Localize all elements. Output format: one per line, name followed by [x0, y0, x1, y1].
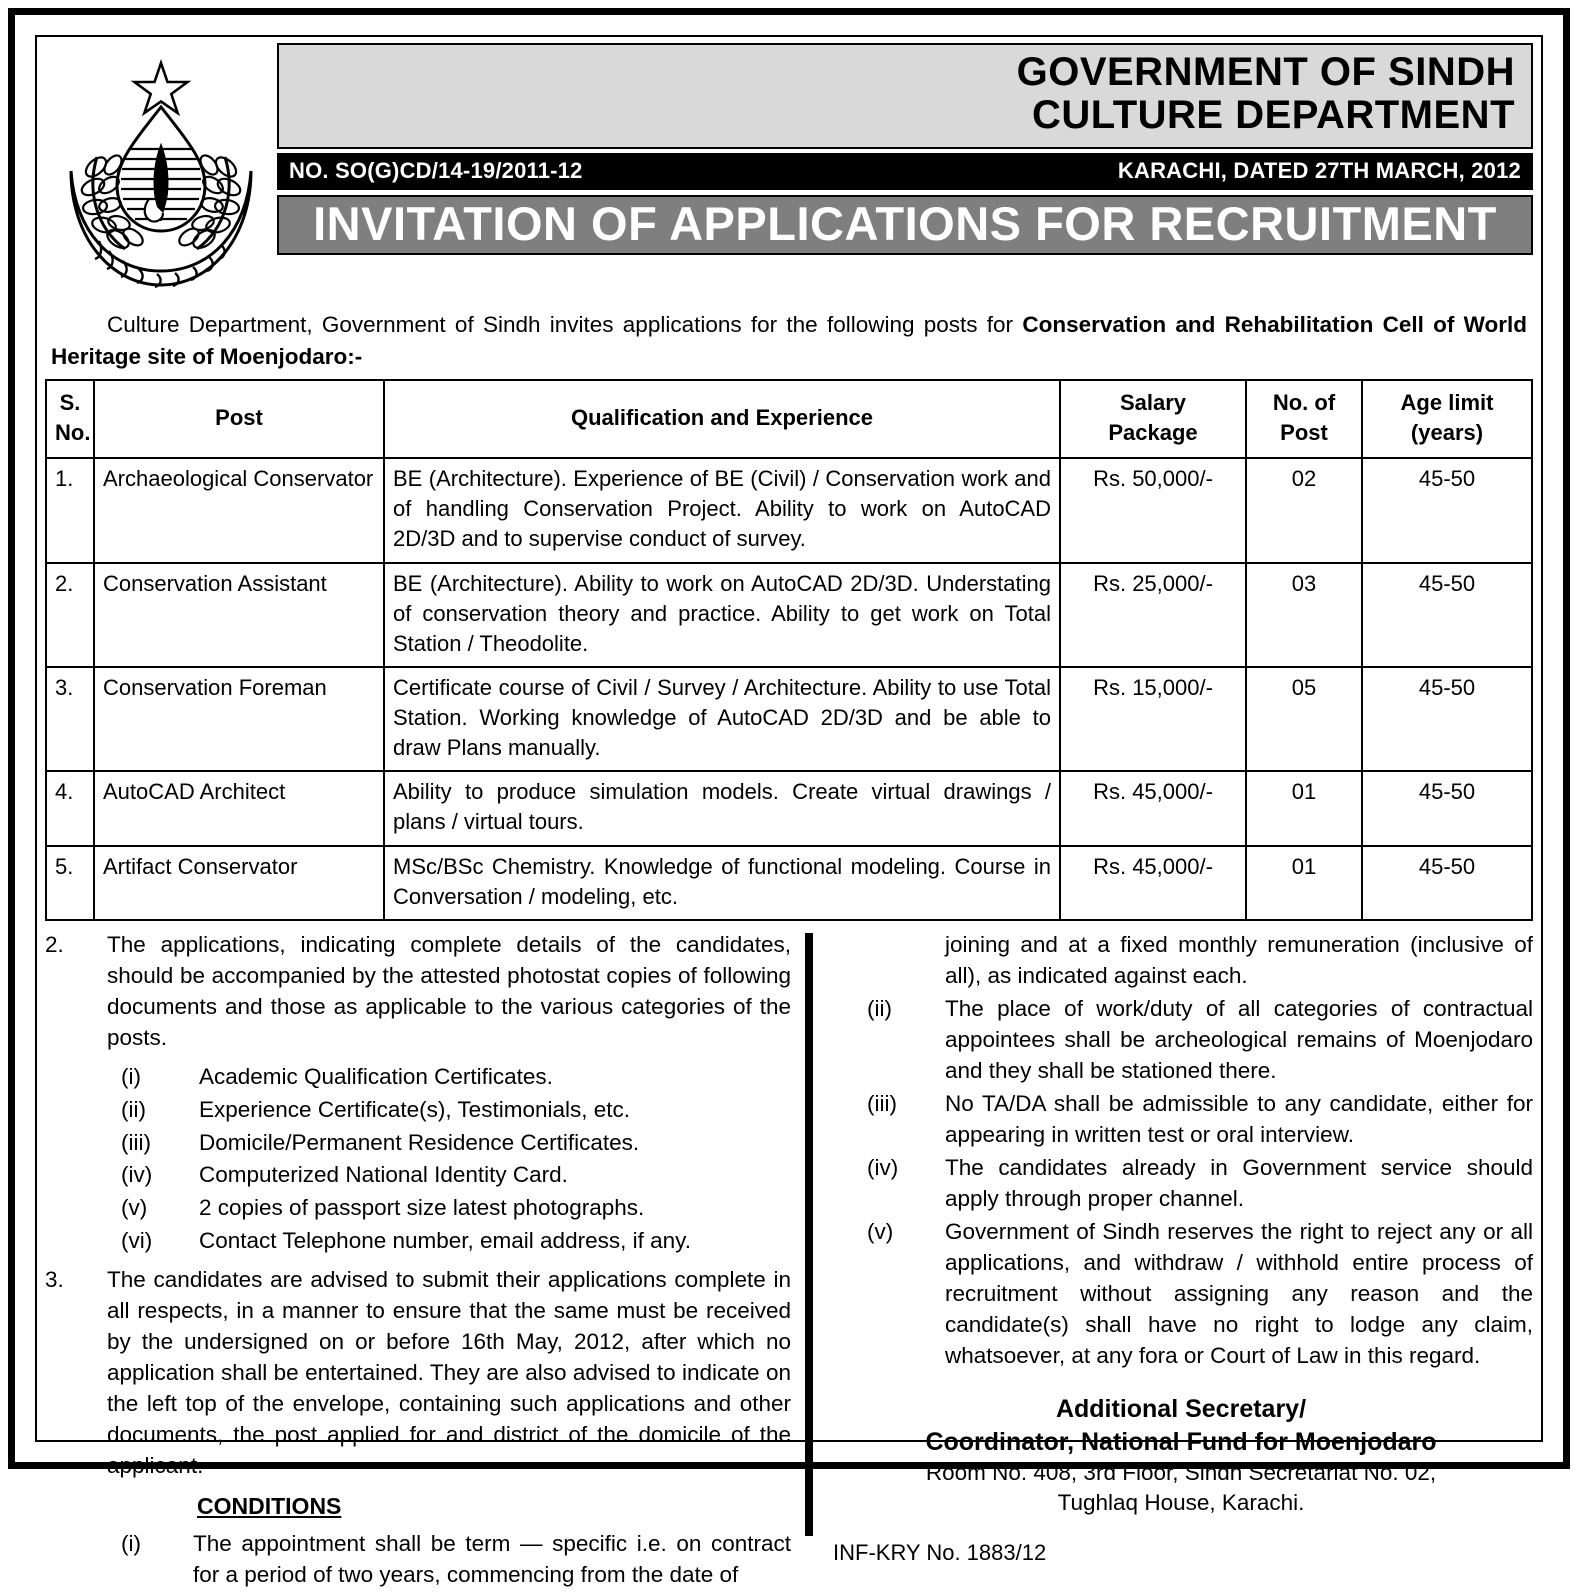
document-text: Computerized National Identity Card. — [199, 1162, 568, 1188]
table-header-row — [46, 380, 1532, 458]
condition-item-v — [829, 1216, 1533, 1371]
signature-block — [829, 1393, 1533, 1517]
cell-qualification: BE (Architecture). Experience of BE (Civil) / Conservation work and of handling Conservation Project. Ability to work on AutoCAD 2D/3D and to supervise conduct of survey. — [384, 458, 1060, 562]
list-item — [45, 1061, 791, 1094]
cell-serial: 3. — [46, 667, 94, 771]
cell-post: AutoCAD Architect — [94, 771, 384, 845]
intro-text-plain: Culture Department, Government of Sindh invites applications for the following posts for — [107, 312, 1023, 337]
table-row — [46, 563, 1532, 667]
cell-qualification: Ability to produce simulation models. Create virtual drawings / plans / virtual tours. — [384, 771, 1060, 845]
paragraph-2-marker: 2. — [45, 931, 64, 957]
inf-reference-number: INF-KRY No. 1883/12 — [833, 1539, 1047, 1565]
condition-text: No TA/DA shall be admissible to any candidate, either for appearing in written test or oral interview. — [945, 1090, 1533, 1148]
cell-salary: Rs. 45,000/- — [1060, 771, 1246, 845]
bottom-right-column — [813, 929, 1533, 1592]
header-salary-line2: Package — [1108, 420, 1198, 445]
header-serial-line1: S. — [59, 389, 81, 415]
signatory-address-line2: Tughlaq House, Karachi. — [1057, 1490, 1305, 1516]
document-numeral: (v) — [121, 1195, 148, 1221]
cell-age-limit: 45-50 — [1362, 458, 1532, 562]
cell-age-limit: 45-50 — [1362, 846, 1532, 920]
condition-item-iv — [829, 1152, 1533, 1214]
document-numeral: (vi) — [121, 1228, 153, 1254]
header-age-limit — [1362, 380, 1532, 458]
signatory-designation-line1: Additional Secretary/ — [1055, 1395, 1307, 1424]
header-age-line2: (years) — [1410, 420, 1484, 445]
header-num-line1: No. of — [1272, 389, 1336, 415]
condition-numeral: (iv) — [867, 1155, 899, 1181]
reference-bar — [277, 153, 1533, 190]
conditions-heading: CONDITIONS — [197, 1493, 342, 1520]
condition-i-continuation: joining and at a fixed monthly remuneration (inclusive of all), as indicated against each. — [945, 931, 1533, 988]
cell-serial: 1. — [46, 458, 94, 562]
government-of-sindh-emblem-icon — [63, 49, 259, 297]
column-divider — [805, 933, 813, 1537]
document-numeral: (ii) — [121, 1096, 146, 1122]
header-salary-line1: Salary — [1119, 389, 1187, 415]
department-title-box — [277, 43, 1533, 149]
cell-no-of-post: 05 — [1246, 667, 1362, 771]
table-row — [46, 771, 1532, 845]
posts-table — [45, 379, 1533, 921]
header-post: Post — [94, 380, 384, 458]
list-item — [45, 1225, 791, 1258]
bottom-columns — [45, 929, 1533, 1592]
paragraph-2 — [45, 929, 791, 1053]
document-text: Contact Telephone number, email address, if any. — [199, 1228, 691, 1254]
document-text: Academic Qualification Certificates. — [199, 1063, 553, 1089]
header-serial-line2: No. — [55, 420, 91, 445]
condition-item-ii — [829, 993, 1533, 1086]
intro-text-bold: Conservation and Rehabilitation Cell of World Heritage site of Moenjodaro:- — [51, 312, 1527, 369]
table-row — [46, 667, 1532, 771]
cell-no-of-post: 03 — [1246, 563, 1362, 667]
inner-border — [35, 35, 1543, 1588]
signatory-designation-line2: Coordinator, National Fund for Moenjodaro — [925, 1427, 1437, 1456]
reference-number: NO. SO(G)CD/14-19/2011-12 — [289, 157, 583, 183]
condition-item-i — [45, 1528, 791, 1590]
cell-salary: Rs. 25,000/- — [1060, 563, 1246, 667]
list-item — [45, 1127, 791, 1160]
header-qualification: Qualification and Experience — [384, 380, 1060, 458]
document-numeral: (iv) — [121, 1162, 153, 1188]
table-row — [46, 846, 1532, 920]
document-text: 2 copies of passport size latest photographs. — [199, 1195, 645, 1221]
header-num-line2: Post — [1280, 420, 1328, 445]
list-item — [45, 1159, 791, 1192]
condition-item-iii — [829, 1088, 1533, 1150]
government-title: GOVERNMENT OF SINDH — [1016, 50, 1515, 94]
cell-serial: 2. — [46, 563, 94, 667]
cell-post: Conservation Assistant — [94, 563, 384, 667]
document-content — [37, 37, 1541, 1588]
cell-post: Archaeological Conservator — [94, 458, 384, 562]
cell-no-of-post: 02 — [1246, 458, 1362, 562]
condition-text: The candidates already in Government service should apply through proper channel. — [945, 1155, 1533, 1212]
header-age-line1: Age limit — [1400, 389, 1494, 415]
condition-numeral: (ii) — [867, 995, 892, 1021]
cell-serial: 5. — [46, 846, 94, 920]
cell-age-limit: 45-50 — [1362, 771, 1532, 845]
cell-salary: Rs. 50,000/- — [1060, 458, 1246, 562]
cell-post: Artifact Conservator — [94, 846, 384, 920]
list-item — [45, 1192, 791, 1225]
condition-numeral: (iii) — [867, 1090, 897, 1116]
condition-text: The place of work/duty of all categories of contractual appointees shall be archeological remains of Moenjodaro and they shall be stationed there. — [945, 995, 1533, 1083]
cell-age-limit: 45-50 — [1362, 667, 1532, 771]
document-numeral: (iii) — [121, 1129, 151, 1155]
paragraph-3-text: The candidates are advised to submit their applications complete in all respects, in a manner to ensure that the same must be received by the undersigned on or before 16th May, 2012, after which no application shall be entertained. They are also advised to indicate on the left top of the envelope, containing such applications and other documents, the post applied for and district of the domicile of the applicant. — [107, 1267, 791, 1479]
required-documents-list — [45, 1061, 791, 1258]
paragraph-3-marker: 3. — [45, 1267, 64, 1292]
cell-no-of-post: 01 — [1246, 846, 1362, 920]
document-numeral: (i) — [121, 1063, 141, 1089]
header-no-of-post — [1246, 380, 1362, 458]
cell-age-limit: 45-50 — [1362, 563, 1532, 667]
header-serial — [46, 380, 94, 458]
condition-numeral: (v) — [867, 1219, 894, 1245]
cell-salary: Rs. 15,000/- — [1060, 667, 1246, 771]
place-and-date: KARACHI, DATED 27TH MARCH, 2012 — [1117, 157, 1521, 183]
cell-no-of-post: 01 — [1246, 771, 1362, 845]
document-text: Experience Certificate(s), Testimonials, etc. — [199, 1096, 630, 1122]
masthead — [45, 43, 1533, 297]
masthead-text — [277, 43, 1533, 255]
cell-qualification: BE (Architecture). Ability to work on AutoCAD 2D/3D. Understating of conservation theory and practice. Ability to get work on Total Station / Theodolite. — [384, 563, 1060, 667]
cell-salary: Rs. 45,000/- — [1060, 846, 1246, 920]
headline-text: INVITATION OF APPLICATIONS FOR RECRUITMENT — [313, 196, 1497, 250]
condition-numeral: (i) — [121, 1531, 141, 1557]
condition-text: The appointment shall be term — specific i.e. on contract for a period of two years, commencing from the date of — [193, 1531, 791, 1588]
cell-qualification: Certificate course of Civil / Survey / Architecture. Ability to use Total Station. Working knowledge of AutoCAD 2D/3D and be able to draw Plans manually. — [384, 667, 1060, 771]
paragraph-2-text: The applications, indicating complete details of the candidates, should be accompanied by the attested photostat copies of following documents and those as applicable to the various categories of the posts. — [107, 931, 791, 1050]
outer-border — [8, 8, 1570, 1588]
table-row — [46, 458, 1532, 562]
cell-qualification: MSc/BSc Chemistry. Knowledge of functional modeling. Course in Conversation / modeling, etc. — [384, 846, 1060, 920]
document-text: Domicile/Permanent Residence Certificates. — [199, 1129, 640, 1155]
header-salary — [1060, 380, 1246, 458]
list-item — [45, 1094, 791, 1127]
paragraph-3 — [45, 1264, 791, 1481]
department-title: CULTURE DEPARTMENT — [1031, 92, 1515, 137]
signatory-address-line1: Room No. 408, 3rd Floor, Sindh Secretariat No. 02, — [925, 1460, 1437, 1486]
emblem-container — [45, 43, 277, 297]
cell-serial: 4. — [46, 771, 94, 845]
headline-banner — [277, 195, 1533, 255]
condition-text: Government of Sindh reserves the right to reject any or all applications, and withdraw / withhold entire process of recruitment without assigning any reason and the candidate(s) shall have no right to lodge any claim, whatsoever, at any fora or Court of Law in this regard. — [945, 1219, 1533, 1369]
intro-paragraph — [51, 309, 1527, 373]
cell-post: Conservation Foreman — [94, 667, 384, 771]
bottom-left-column — [45, 929, 805, 1592]
